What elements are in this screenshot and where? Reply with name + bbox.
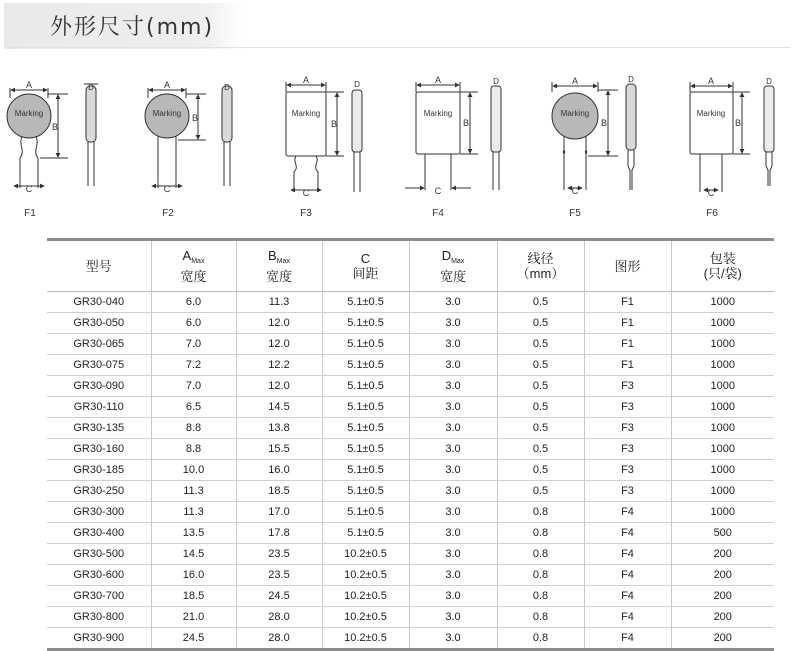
cell-a-max: 7.0 <box>151 334 236 355</box>
col-header-wire-line2: （mm） <box>516 266 565 281</box>
cell-b-max: 23.5 <box>236 565 322 586</box>
cell-d-max: 3.0 <box>409 376 497 397</box>
cell-d-max: 3.0 <box>409 439 497 460</box>
col-header-pack <box>671 240 774 292</box>
cell-pack-qty: 1000 <box>671 460 774 481</box>
col-header-d <box>409 240 497 292</box>
cell-b-max: 24.5 <box>236 586 322 607</box>
cell-wire-diameter: 0.5 <box>497 439 584 460</box>
table-row <box>47 502 774 523</box>
dimension-diagrams-svg <box>0 70 794 230</box>
cell-a-max: 11.3 <box>151 502 236 523</box>
col-header-shape-label: 图形 <box>614 258 641 274</box>
col-header-b-cn: 宽度 <box>265 269 292 284</box>
col-header-a-cn: 宽度 <box>180 269 207 284</box>
col-header-c-main: C <box>360 251 371 266</box>
cell-pack-qty: 1000 <box>671 313 774 334</box>
col-header-d-cn: 宽度 <box>439 269 466 284</box>
cell-shape: F4 <box>584 628 671 650</box>
cell-b-max: 12.0 <box>236 376 322 397</box>
diagram-f6-dim-d: D <box>766 77 772 86</box>
cell-model: GR30-900 <box>47 628 151 650</box>
cell-b-max: 13.8 <box>236 418 322 439</box>
diagram-f2-marking: Marking <box>152 109 182 118</box>
diagram-f4-dim-c: C <box>434 186 442 196</box>
diagram-f3-dim-d: D <box>354 80 360 89</box>
cell-shape: F4 <box>584 586 671 607</box>
col-header-d-main: D <box>441 248 452 263</box>
cell-pack-qty: 1000 <box>671 334 774 355</box>
cell-d-max: 3.0 <box>409 565 497 586</box>
table-header-row <box>47 240 774 292</box>
cell-d-max: 3.0 <box>409 292 497 313</box>
diagram-f6-marking: Marking <box>696 109 726 118</box>
cell-pack-qty: 1000 <box>671 376 774 397</box>
cell-model: GR30-110 <box>47 397 151 418</box>
table-row <box>47 418 774 439</box>
col-header-c-cn: 间距 <box>352 266 379 281</box>
cell-b-max: 28.0 <box>236 607 322 628</box>
diagram-f4-dim-d: D <box>493 77 499 86</box>
cell-c-pitch: 5.1±0.5 <box>322 439 409 460</box>
cell-wire-diameter: 0.5 <box>497 481 584 502</box>
diagram-f6 <box>690 82 774 192</box>
table-row <box>47 460 774 481</box>
diagram-f5-dim-d: D <box>628 75 634 84</box>
cell-pack-qty: 200 <box>671 565 774 586</box>
col-header-pack-line2: (只/袋) <box>703 266 742 281</box>
table-body <box>47 292 774 650</box>
col-header-wire <box>497 240 584 292</box>
diagram-f4-label: F4 <box>432 208 444 219</box>
cell-b-max: 18.5 <box>236 481 322 502</box>
cell-model: GR30-250 <box>47 481 151 502</box>
diagram-f2-label: F2 <box>162 208 174 219</box>
cell-wire-diameter: 0.5 <box>497 460 584 481</box>
table-row <box>47 313 774 334</box>
cell-model: GR30-300 <box>47 502 151 523</box>
cell-pack-qty: 1000 <box>671 292 774 313</box>
diagram-f1-dim-d: D <box>88 83 94 92</box>
diagram-f2-dim-d: D <box>224 83 230 92</box>
cell-shape: F3 <box>584 460 671 481</box>
cell-b-max: 28.0 <box>236 628 322 650</box>
cell-b-max: 17.8 <box>236 523 322 544</box>
cell-b-max: 12.0 <box>236 313 322 334</box>
diagram-f3 <box>286 82 362 192</box>
cell-a-max: 24.5 <box>151 628 236 650</box>
cell-shape: F1 <box>584 292 671 313</box>
table-row <box>47 565 774 586</box>
cell-model: GR30-075 <box>47 355 151 376</box>
cell-a-max: 6.0 <box>151 292 236 313</box>
specs-table <box>47 238 774 651</box>
cell-wire-diameter: 0.5 <box>497 313 584 334</box>
cell-d-max: 3.0 <box>409 628 497 650</box>
diagram-f2-dim-a: A <box>163 80 171 90</box>
cell-shape: F3 <box>584 481 671 502</box>
table-row <box>47 439 774 460</box>
col-header-pack-line1: 包装 <box>709 251 736 266</box>
diagram-f4 <box>405 82 501 190</box>
cell-d-max: 3.0 <box>409 334 497 355</box>
col-header-c <box>322 240 409 292</box>
diagram-f3-dim-c: C <box>302 188 310 198</box>
section-title: 外形尺寸(mm) <box>50 15 215 40</box>
diagram-f5-marking: Marking <box>560 109 590 118</box>
cell-c-pitch: 10.2±0.5 <box>322 565 409 586</box>
cell-b-max: 15.5 <box>236 439 322 460</box>
col-header-b <box>236 240 322 292</box>
cell-c-pitch: 10.2±0.5 <box>322 628 409 650</box>
cell-c-pitch: 5.1±0.5 <box>322 418 409 439</box>
cell-pack-qty: 1000 <box>671 355 774 376</box>
cell-d-max: 3.0 <box>409 397 497 418</box>
cell-pack-qty: 1000 <box>671 397 774 418</box>
cell-b-max: 16.0 <box>236 460 322 481</box>
cell-a-max: 14.5 <box>151 544 236 565</box>
diagram-f1-marking: Marking <box>14 109 44 118</box>
diagram-f4-dim-b: B <box>462 118 470 128</box>
cell-a-max: 7.0 <box>151 376 236 397</box>
cell-c-pitch: 5.1±0.5 <box>322 397 409 418</box>
col-header-model <box>47 240 151 292</box>
cell-model: GR30-700 <box>47 586 151 607</box>
diagram-f6-dim-a: A <box>707 76 715 86</box>
diagram-f6-dim-c: C <box>707 188 715 198</box>
cell-shape: F1 <box>584 355 671 376</box>
cell-c-pitch: 5.1±0.5 <box>322 481 409 502</box>
cell-pack-qty: 500 <box>671 523 774 544</box>
cell-c-pitch: 5.1±0.5 <box>322 502 409 523</box>
diagram-f4-marking: Marking <box>423 109 453 118</box>
diagram-f4-dim-a: A <box>434 75 442 85</box>
cell-wire-diameter: 0.8 <box>497 565 584 586</box>
cell-a-max: 8.8 <box>151 439 236 460</box>
cell-wire-diameter: 0.5 <box>497 292 584 313</box>
cell-c-pitch: 5.1±0.5 <box>322 355 409 376</box>
diagram-f3-marking: Marking <box>291 109 321 118</box>
cell-shape: F3 <box>584 397 671 418</box>
diagram-f5-dim-a: A <box>571 76 579 86</box>
cell-wire-diameter: 0.8 <box>497 586 584 607</box>
col-header-model-label: 型号 <box>85 258 112 274</box>
cell-model: GR30-600 <box>47 565 151 586</box>
cell-a-max: 6.0 <box>151 313 236 334</box>
cell-b-max: 12.0 <box>236 334 322 355</box>
cell-wire-diameter: 0.5 <box>497 397 584 418</box>
diagram-f6-dim-b: B <box>734 118 742 128</box>
section-header-divider <box>4 47 790 48</box>
cell-c-pitch: 5.1±0.5 <box>322 292 409 313</box>
table-row <box>47 397 774 418</box>
cell-b-max: 17.0 <box>236 502 322 523</box>
cell-shape: F4 <box>584 607 671 628</box>
cell-a-max: 7.2 <box>151 355 236 376</box>
cell-wire-diameter: 0.8 <box>497 523 584 544</box>
cell-wire-diameter: 0.8 <box>497 628 584 650</box>
col-header-shape <box>584 240 671 292</box>
cell-c-pitch: 5.1±0.5 <box>322 376 409 397</box>
table-row <box>47 586 774 607</box>
table-row <box>47 628 774 650</box>
cell-a-max: 6.5 <box>151 397 236 418</box>
cell-wire-diameter: 0.5 <box>497 376 584 397</box>
diagram-f1-dim-b: B <box>51 122 59 132</box>
cell-pack-qty: 200 <box>671 628 774 650</box>
cell-d-max: 3.0 <box>409 481 497 502</box>
cell-wire-diameter: 0.5 <box>497 334 584 355</box>
table-row <box>47 523 774 544</box>
cell-wire-diameter: 0.5 <box>497 418 584 439</box>
diagram-f6-label: F6 <box>706 208 718 219</box>
col-header-b-main: B <box>268 248 277 263</box>
cell-model: GR30-040 <box>47 292 151 313</box>
cell-pack-qty: 1000 <box>671 481 774 502</box>
cell-model: GR30-135 <box>47 418 151 439</box>
cell-d-max: 3.0 <box>409 355 497 376</box>
diagram-f2-dim-b: B <box>191 113 199 123</box>
diagram-f1 <box>7 84 98 188</box>
cell-a-max: 8.8 <box>151 418 236 439</box>
cell-shape: F3 <box>584 418 671 439</box>
cell-b-max: 12.2 <box>236 355 322 376</box>
table-row <box>47 544 774 565</box>
col-header-a-main: A <box>182 248 192 263</box>
cell-pack-qty: 1000 <box>671 502 774 523</box>
col-header-a-sub: Max <box>191 258 205 265</box>
table-row <box>47 481 774 502</box>
cell-a-max: 10.0 <box>151 460 236 481</box>
table-row <box>47 376 774 397</box>
cell-d-max: 3.0 <box>409 502 497 523</box>
cell-wire-diameter: 0.5 <box>497 355 584 376</box>
col-header-d-title <box>410 248 497 269</box>
cell-pack-qty: 200 <box>671 607 774 628</box>
cell-model: GR30-050 <box>47 313 151 334</box>
diagram-f5-dim-c: C <box>571 186 579 196</box>
cell-a-max: 11.3 <box>151 481 236 502</box>
cell-model: GR30-090 <box>47 376 151 397</box>
col-header-a-title <box>152 248 236 269</box>
cell-b-max: 11.3 <box>236 292 322 313</box>
cell-wire-diameter: 0.8 <box>497 502 584 523</box>
cell-a-max: 21.0 <box>151 607 236 628</box>
cell-model: GR30-065 <box>47 334 151 355</box>
cell-pack-qty: 1000 <box>671 439 774 460</box>
cell-c-pitch: 5.1±0.5 <box>322 460 409 481</box>
cell-d-max: 3.0 <box>409 544 497 565</box>
cell-wire-diameter: 0.8 <box>497 544 584 565</box>
diagram-f1-label: F1 <box>24 208 36 219</box>
cell-shape: F4 <box>584 565 671 586</box>
cell-a-max: 18.5 <box>151 586 236 607</box>
cell-pack-qty: 200 <box>671 544 774 565</box>
cell-shape: F3 <box>584 376 671 397</box>
cell-model: GR30-160 <box>47 439 151 460</box>
cell-shape: F4 <box>584 523 671 544</box>
dimension-diagrams <box>0 70 794 230</box>
diagram-f2-dim-c: C <box>163 184 171 194</box>
col-header-d-sub: Max <box>451 258 465 265</box>
col-header-a <box>151 240 236 292</box>
cell-d-max: 3.0 <box>409 418 497 439</box>
cell-model: GR30-185 <box>47 460 151 481</box>
cell-shape: F1 <box>584 334 671 355</box>
cell-d-max: 3.0 <box>409 460 497 481</box>
cell-a-max: 13.5 <box>151 523 236 544</box>
cell-b-max: 23.5 <box>236 544 322 565</box>
cell-c-pitch: 10.2±0.5 <box>322 586 409 607</box>
col-header-wire-line1: 线径 <box>527 251 554 266</box>
diagram-f3-dim-a: A <box>302 75 310 85</box>
cell-wire-diameter: 0.8 <box>497 607 584 628</box>
cell-a-max: 16.0 <box>151 565 236 586</box>
cell-b-max: 14.5 <box>236 397 322 418</box>
table-row <box>47 334 774 355</box>
cell-model: GR30-800 <box>47 607 151 628</box>
col-header-b-sub: Max <box>276 258 290 265</box>
cell-d-max: 3.0 <box>409 607 497 628</box>
cell-shape: F1 <box>584 313 671 334</box>
diagram-f1-dim-c: C <box>25 184 33 194</box>
cell-c-pitch: 5.1±0.5 <box>322 523 409 544</box>
cell-shape: F4 <box>584 544 671 565</box>
cell-c-pitch: 10.2±0.5 <box>322 607 409 628</box>
cell-c-pitch: 10.2±0.5 <box>322 544 409 565</box>
cell-c-pitch: 5.1±0.5 <box>322 334 409 355</box>
diagram-f1-dim-a: A <box>25 80 33 90</box>
col-header-b-title <box>237 248 322 269</box>
cell-d-max: 3.0 <box>409 586 497 607</box>
diagram-f5 <box>552 82 636 190</box>
diagram-f3-dim-b: B <box>330 119 338 129</box>
table-row <box>47 607 774 628</box>
table-row <box>47 355 774 376</box>
cell-pack-qty: 200 <box>671 586 774 607</box>
table-row <box>47 292 774 313</box>
diagram-f3-label: F3 <box>300 208 312 219</box>
cell-c-pitch: 5.1±0.5 <box>322 313 409 334</box>
cell-pack-qty: 1000 <box>671 418 774 439</box>
diagram-f5-dim-b: B <box>600 118 608 128</box>
cell-d-max: 3.0 <box>409 523 497 544</box>
diagram-f5-label: F5 <box>569 208 581 219</box>
cell-d-max: 3.0 <box>409 313 497 334</box>
cell-model: GR30-400 <box>47 523 151 544</box>
cell-model: GR30-500 <box>47 544 151 565</box>
cell-shape: F4 <box>584 502 671 523</box>
diagram-f2 <box>145 86 232 188</box>
cell-shape: F3 <box>584 439 671 460</box>
